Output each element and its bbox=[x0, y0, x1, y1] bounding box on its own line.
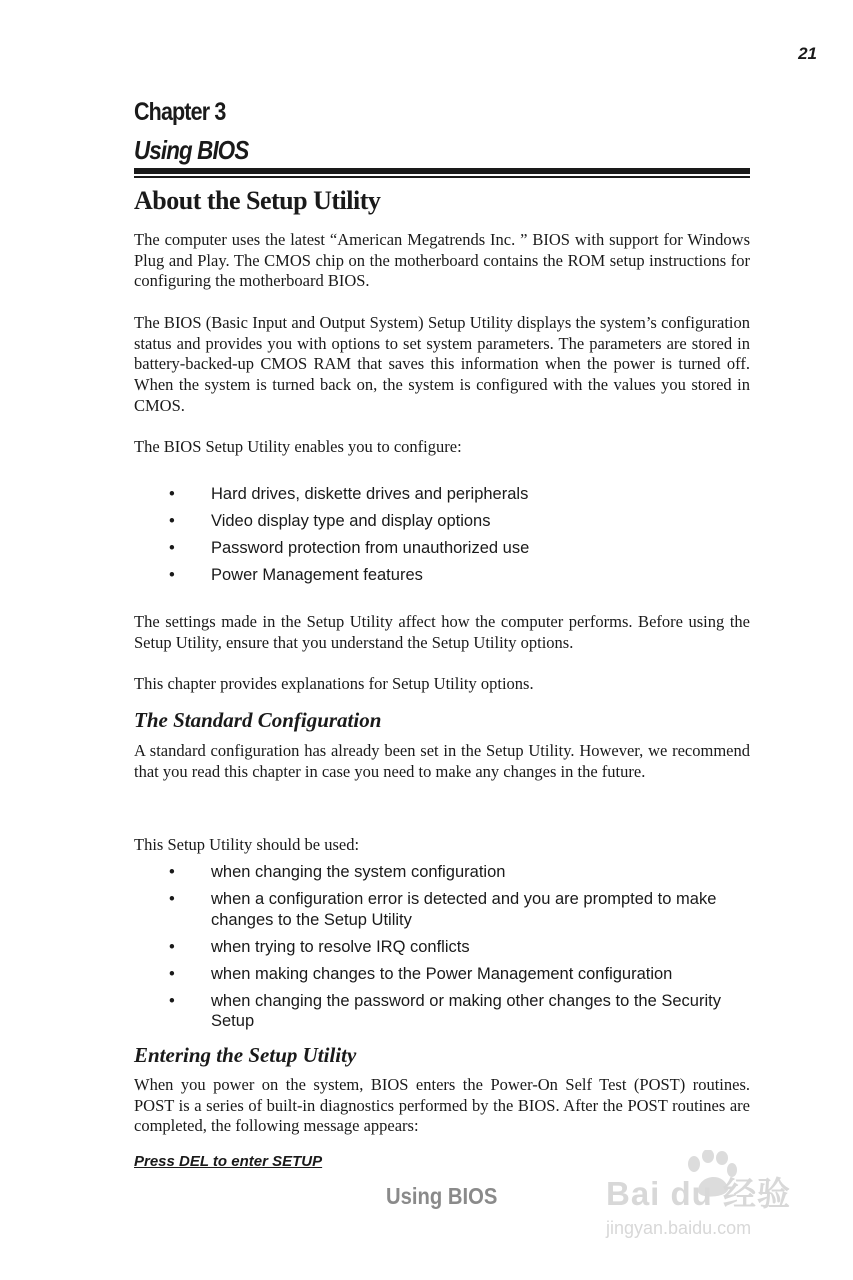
bullet-icon: • bbox=[169, 937, 175, 956]
chapter-rule-thin bbox=[134, 176, 750, 178]
bullet-icon: • bbox=[169, 863, 175, 881]
list-item: • Hard drives, diskette drives and peripherals bbox=[169, 485, 529, 503]
footer-title: Using BIOS bbox=[386, 1183, 498, 1209]
list-item: • Password protection from unauthorized use bbox=[169, 539, 530, 557]
bullet-icon: • bbox=[169, 539, 175, 557]
list-item: • when a configuration error is detected and you are prompted to make changes to the Setup Utility bbox=[169, 890, 717, 929]
chapter-title: Using BIOS bbox=[134, 135, 249, 165]
bullet-icon: • bbox=[169, 566, 175, 584]
about-heading: About the Setup Utility bbox=[134, 186, 381, 215]
about-para-3: The BIOS Setup Utility enables you to configure: bbox=[134, 437, 462, 456]
list-item: • Power Management features bbox=[169, 566, 423, 584]
chapter-label: Chapter 3 bbox=[134, 98, 226, 126]
standard-para-2: This Setup Utility should be used: bbox=[134, 835, 360, 854]
page-number: 21 bbox=[798, 44, 817, 63]
standard-heading: The Standard Configuration bbox=[134, 708, 382, 732]
usage-list bbox=[134, 862, 750, 1032]
about-para-4: The settings made in the Setup Utility affect how the computer performs. Before using the Setup Utility, ensure that you understand the Setup Utility options. bbox=[134, 612, 750, 652]
about-para-5: This chapter provides explanations for Setup Utility options. bbox=[134, 674, 534, 693]
list-item: • when making changes to the Power Management configuration bbox=[169, 964, 673, 983]
standard-para-1: A standard configuration has already been set in the Setup Utility. However, we recommend that you read this chapter in case you need to make any changes in the future. bbox=[134, 741, 750, 781]
configure-list bbox=[134, 484, 750, 586]
watermark-url: jingyan.baidu.com bbox=[606, 1218, 752, 1238]
setup-message: Press DEL to enter SETUP bbox=[134, 1153, 323, 1170]
bullet-icon: • bbox=[169, 485, 175, 503]
list-item: • when changing the system configuration bbox=[169, 863, 506, 881]
list-item: • when trying to resolve IRQ conflicts bbox=[169, 937, 470, 956]
about-para-2: The BIOS (Basic Input and Output System) Setup Utility displays the system’s configuration status and provides you with options to set system parameters. The parameters are stored in battery-backed-up CMOS RAM that saves this information when the power is turned off. When the system is turned back on, the system is configured with the values you stored in CMOS. bbox=[134, 313, 750, 415]
bullet-icon: • bbox=[169, 512, 175, 530]
bullet-icon: • bbox=[169, 890, 175, 908]
watermark-brand: Bai du 经验 bbox=[606, 1175, 792, 1212]
entering-para-1: When you power on the system, BIOS enters the Power-On Self Test (POST) routines. POST is a series of built-in diagnostics performed by the BIOS. After the POST routines are completed, the following message appears: bbox=[134, 1075, 750, 1136]
about-para-1: The computer uses the latest “American Megatrends Inc. ” BIOS with support for Windows Plug and Play. The CMOS chip on the motherboard contains the ROM setup instructions for configuring the motherboard BIOS. bbox=[134, 230, 750, 291]
entering-heading: Entering the Setup Utility bbox=[134, 1043, 357, 1067]
watermark bbox=[604, 1150, 804, 1250]
chapter-rule-thick bbox=[134, 168, 750, 174]
list-item: • Video display type and display options bbox=[169, 512, 491, 530]
list-item: • when changing the password or making other changes to the Security Setup bbox=[169, 991, 721, 1030]
bullet-icon: • bbox=[169, 991, 175, 1010]
bullet-icon: • bbox=[169, 964, 175, 983]
